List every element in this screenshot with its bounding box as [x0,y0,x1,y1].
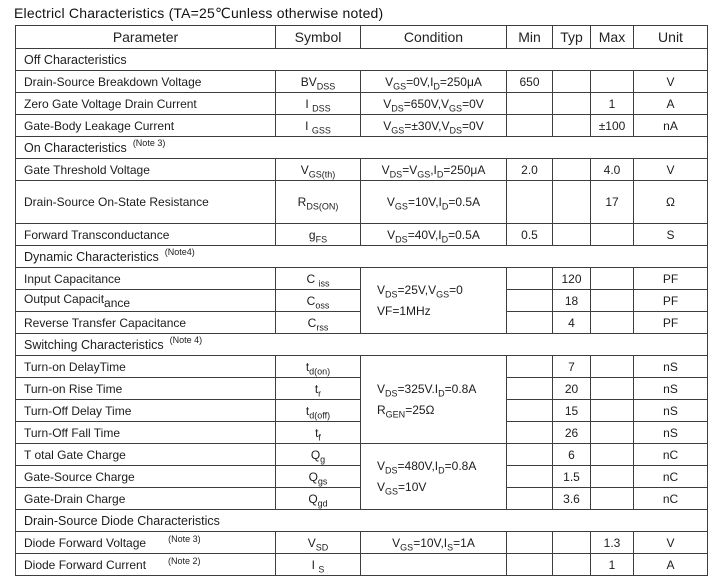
unit-cell: nA [634,115,708,137]
table-body [16,49,708,576]
column-header-symbol: Symbol [276,26,361,49]
parameter-cell: Drain-Source On-State Resistance [16,181,276,224]
parameter-cell: Diode Forward Voltage $^{(Note 3)}$ [16,532,276,554]
unit-cell: S [634,224,708,246]
symbol-cell: I $_{GSS}$ [276,115,361,137]
condition-cell: $V_{GS}=\pm 30V,V_{DS}=0V$ [361,115,507,137]
symbol-cell: $t_{d(off)}$ [276,400,361,422]
max-cell: 1.3 [591,532,634,554]
unit-cell: nS [634,422,708,444]
min-cell: 0.5 [507,224,553,246]
max-cell: ±100 [591,115,634,137]
column-header-typ: Typ [553,26,591,49]
unit-cell: nS [634,378,708,400]
parameter-cell: Zero Gate Voltage Drain Current [16,93,276,115]
min-cell [507,268,553,290]
parameter-cell: Gate Threshold Voltage [16,159,276,181]
typ-cell [553,71,591,93]
symbol-cell: $C_{rss}$ [276,312,361,334]
symbol-cell: $t_f$ [276,422,361,444]
min-cell [507,400,553,422]
table-row [16,181,708,224]
table-row [16,71,708,93]
table-row [16,532,708,554]
max-cell [591,71,634,93]
unit-cell: nC [634,444,708,466]
unit-cell: nS [634,400,708,422]
symbol-cell: C $_{iss}$ [276,268,361,290]
table-row [16,93,708,115]
min-cell: 650 [507,71,553,93]
symbol-cell: $V_{GS(th)}$ [276,159,361,181]
unit-cell: PF [634,290,708,312]
unit-cell: nS [634,356,708,378]
table-row [16,115,708,137]
max-cell [591,400,634,422]
symbol-cell: $t_r$ [276,378,361,400]
unit-cell: V [634,159,708,181]
min-cell [507,290,553,312]
min-cell [507,444,553,466]
unit-cell: PF [634,312,708,334]
table-row [16,224,708,246]
min-cell [507,115,553,137]
section-label: Drain-Source Diode Characteristics [16,510,708,532]
max-cell [591,356,634,378]
section-note: (Note4) [164,247,195,258]
parameter-cell: Turn-on DelayTime [16,356,276,378]
characteristics-table [15,25,708,576]
parameter-cell: Input Capacitance [16,268,276,290]
symbol-cell: $g_{FS}$ [276,224,361,246]
column-header-unit: Unit [634,26,708,49]
min-cell [507,93,553,115]
column-header-max: Max [591,26,634,49]
unit-cell: A [634,554,708,576]
condition-cell: $V_{DS}=650V,V_{GS}=0V$ [361,93,507,115]
typ-cell: 7 [553,356,591,378]
table-row [16,268,708,290]
max-cell: 1 [591,554,634,576]
section-row [16,246,708,268]
max-cell [591,312,634,334]
unit-cell: A [634,93,708,115]
section-label: On Characteristics $^{(Note 3)}$ [16,137,708,159]
max-cell [591,444,634,466]
typ-cell [553,93,591,115]
typ-cell [553,159,591,181]
typ-cell: 20 [553,378,591,400]
section-row [16,49,708,71]
min-cell [507,554,553,576]
symbol-cell: $Q_g$ [276,444,361,466]
parameter-cell: Turn-Off Fall Time [16,422,276,444]
symbol-cell: $BV_{DSS}$ [276,71,361,93]
max-cell [591,422,634,444]
condition-cell: $V_{DS}=25V,V_{GS}=0$ VF=1MHz [361,268,507,334]
column-header-min: Min [507,26,553,49]
max-cell [591,378,634,400]
unit-cell: V [634,532,708,554]
min-cell [507,181,553,224]
typ-cell: 1.5 [553,466,591,488]
max-cell [591,466,634,488]
parameter-cell: Turn-Off Delay Time [16,400,276,422]
parameter-cell: Diode Forward Current $^{(Note 2)}$ [16,554,276,576]
unit-cell: nC [634,488,708,510]
typ-cell: 26 [553,422,591,444]
table-row [16,554,708,576]
parameter-cell: Gate-Drain Charge [16,488,276,510]
parameter-note: (Note 2) [168,555,201,566]
page-title: Electricl Characteristics (TA=25℃unless otherwise noted) [14,5,384,21]
symbol-cell: $Q_{gs}$ [276,466,361,488]
section-row [16,510,708,532]
min-cell [507,532,553,554]
condition-cell: $V_{DS}=325V.I_D=0.8A$ $R_{GEN}=25\Omega$ [361,356,507,444]
symbol-cell: $V_{SD}$ [276,532,361,554]
typ-cell [553,554,591,576]
section-label: Dynamic Characteristics $^{(Note4)}$ [16,246,708,268]
section-label: Off Characteristics [16,49,708,71]
condition-cell: $V_{GS}=10V,I_S=1A$ [361,532,507,554]
min-cell [507,356,553,378]
table-row [16,356,708,378]
column-header-condition: Condition [361,26,507,49]
typ-cell: 6 [553,444,591,466]
typ-cell [553,224,591,246]
typ-cell: 3.6 [553,488,591,510]
min-cell [507,312,553,334]
parameter-cell: Output Capacitance [16,290,276,312]
symbol-cell: $t_{d(on)}$ [276,356,361,378]
condition-cell: $V_{GS}=0V,I_D=250\mu A$ [361,71,507,93]
max-cell: 17 [591,181,634,224]
parameter-cell: T otal Gate Charge [16,444,276,466]
max-cell: 1 [591,93,634,115]
condition-cell: $V_{GS}=10V,I_D=0.5A$ [361,181,507,224]
column-header-parameter: Parameter [16,26,276,49]
symbol-cell: $R_{DS(ON)}$ [276,181,361,224]
unit-cell: Ω [634,181,708,224]
typ-cell: 4 [553,312,591,334]
typ-cell: 15 [553,400,591,422]
min-cell [507,466,553,488]
typ-cell: 120 [553,268,591,290]
table-row [16,444,708,466]
section-row [16,334,708,356]
min-cell [507,488,553,510]
unit-cell: nC [634,466,708,488]
table-row [16,159,708,181]
min-cell [507,378,553,400]
condition-cell: $V_{DS}=480V,I_D=0.8A$ $V_{GS}=10V$ [361,444,507,510]
parameter-cell: Reverse Transfer Capacitance [16,312,276,334]
section-note: (Note 3) [132,138,166,149]
condition-cell: $V_{DS}=V_{GS},I_D=250\mu A$ [361,159,507,181]
symbol-cell: I $_S$ [276,554,361,576]
unit-cell: V [634,71,708,93]
max-cell [591,488,634,510]
typ-cell [553,115,591,137]
parameter-note: (Note 3) [168,533,201,544]
parameter-cell: Gate-Body Leakage Current [16,115,276,137]
parameter-cell: Turn-on Rise Time [16,378,276,400]
max-cell: 4.0 [591,159,634,181]
parameter-cell: Forward Transconductance [16,224,276,246]
section-row [16,137,708,159]
condition-cell [361,554,507,576]
typ-cell [553,532,591,554]
symbol-cell: $Q_{gd}$ [276,488,361,510]
typ-cell [553,181,591,224]
max-cell [591,268,634,290]
symbol-cell: I $_{DSS}$ [276,93,361,115]
min-cell: 2.0 [507,159,553,181]
typ-cell: 18 [553,290,591,312]
section-note: (Note 4) [169,335,203,346]
min-cell [507,422,553,444]
header-row [16,26,708,49]
parameter-cell: Drain-Source Breakdown Voltage [16,71,276,93]
symbol-cell: $C_{oss}$ [276,290,361,312]
unit-cell: PF [634,268,708,290]
parameter-cell: Gate-Source Charge [16,466,276,488]
section-label: Switching Characteristics $^{(Note 4)}$ [16,334,708,356]
max-cell [591,290,634,312]
condition-cell: $V_{DS}=40V,I_D=0.5A$ [361,224,507,246]
max-cell [591,224,634,246]
